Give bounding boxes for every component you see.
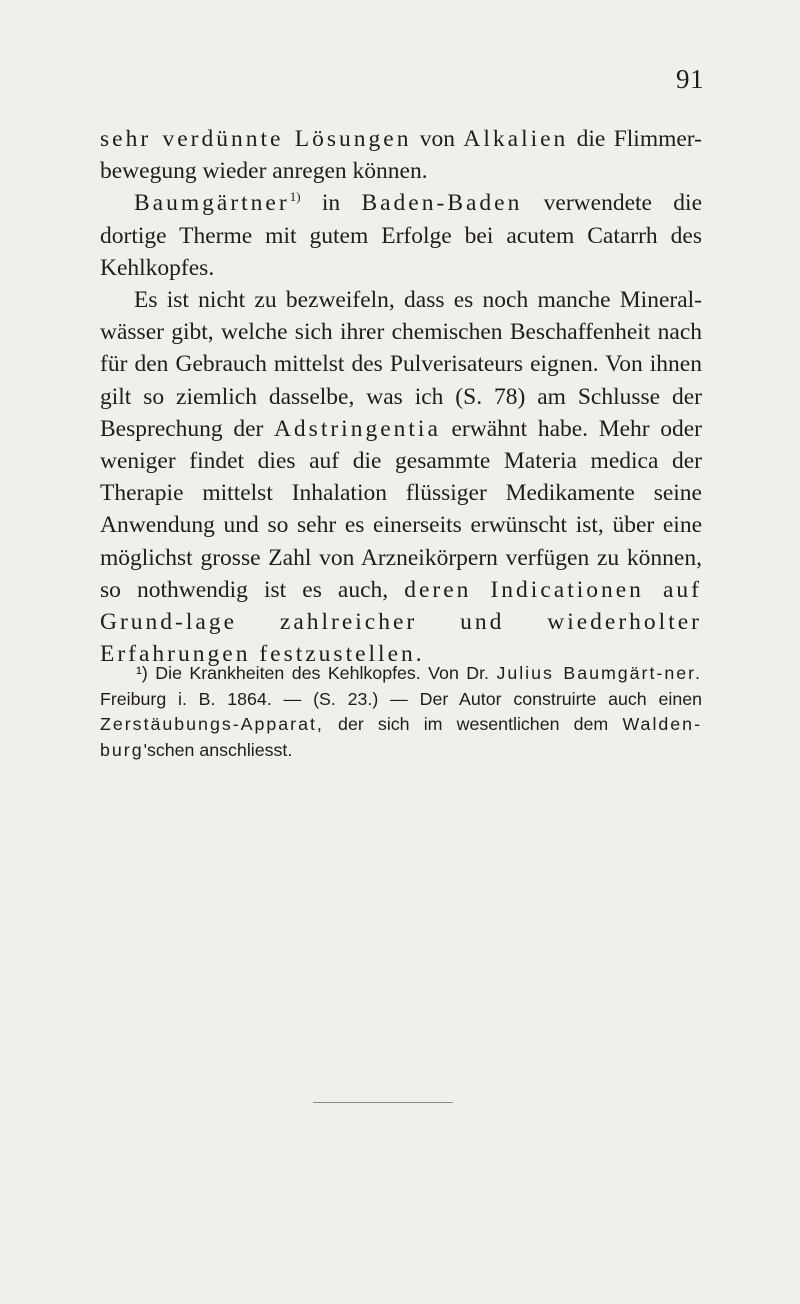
emphasis-text: Zerstäubungs-Apparat, <box>100 714 324 734</box>
text-run: 'schen anschliesst. <box>143 739 293 760</box>
footnote-marker: ¹) <box>136 663 148 683</box>
emphasis-text: sehr verdünnte Lösungen <box>100 126 412 152</box>
text-run: von <box>411 126 464 152</box>
body-text <box>100 123 702 670</box>
paragraph-1 <box>100 123 702 187</box>
place-name: Baden-Baden <box>361 190 523 217</box>
text-run: der sich im wesentlichen dem <box>323 714 623 734</box>
divider-rule <box>313 1102 453 1103</box>
emphasis-text: Adstringentia <box>273 415 441 442</box>
text-run: in <box>300 190 362 217</box>
author-name: Walden-burg <box>100 714 702 760</box>
emphasis-text: deren Indicationen auf Grund-lage zahlreicher und wiederholter Erfahrungen festzustellen. <box>100 576 702 668</box>
author-name: Julius Baumgärt-ner. <box>496 663 703 683</box>
footnote-reference[interactable]: 1) <box>289 189 301 205</box>
paragraph-3 <box>100 284 702 670</box>
text-run: erwähnt habe. Mehr oder weniger findet dies auf die gesammte Materia medica der Therapie mittelst Inhalation flüssiger Medikamente seine Anwendung und so sehr es einerseits erwünscht ist, über eine möglichst grosse Zahl von Arzneikörpern verfügen zu können, so nothwendig ist es auch, <box>100 415 702 603</box>
footnote <box>100 661 702 763</box>
text-run: Es ist nicht zu bezweifeln, dass es noch manche Mineral-wässer gibt, welche sich ihrer chemischen Beschaffenheit nach für den Gebrauch mittelst des Pulverisateurs eignen. Von ihnen gilt so ziemlich dasselbe, was ich (S. 78) am Schlusse der Besprechung der <box>100 287 702 442</box>
page-number: 91 <box>676 64 704 94</box>
text-run: Die Krankheiten des Kehlkopfes. Von Dr. <box>147 663 497 683</box>
footnote-text <box>100 661 702 763</box>
paragraph-2 <box>100 187 702 284</box>
text-run: die Flimmer-bewegung wieder anregen können. <box>100 126 702 185</box>
emphasis-text: Alkalien <box>463 126 569 152</box>
author-name: Baumgärtner <box>134 190 290 217</box>
text-run: verwendete die dortige Therme mit gutem Erfolge bei acutem Catarrh des Kehlkopfes. <box>100 190 702 281</box>
text-run: Freiburg i. B. 1864. — (S. 23.) — Der Autor construirte auch einen <box>100 688 702 709</box>
